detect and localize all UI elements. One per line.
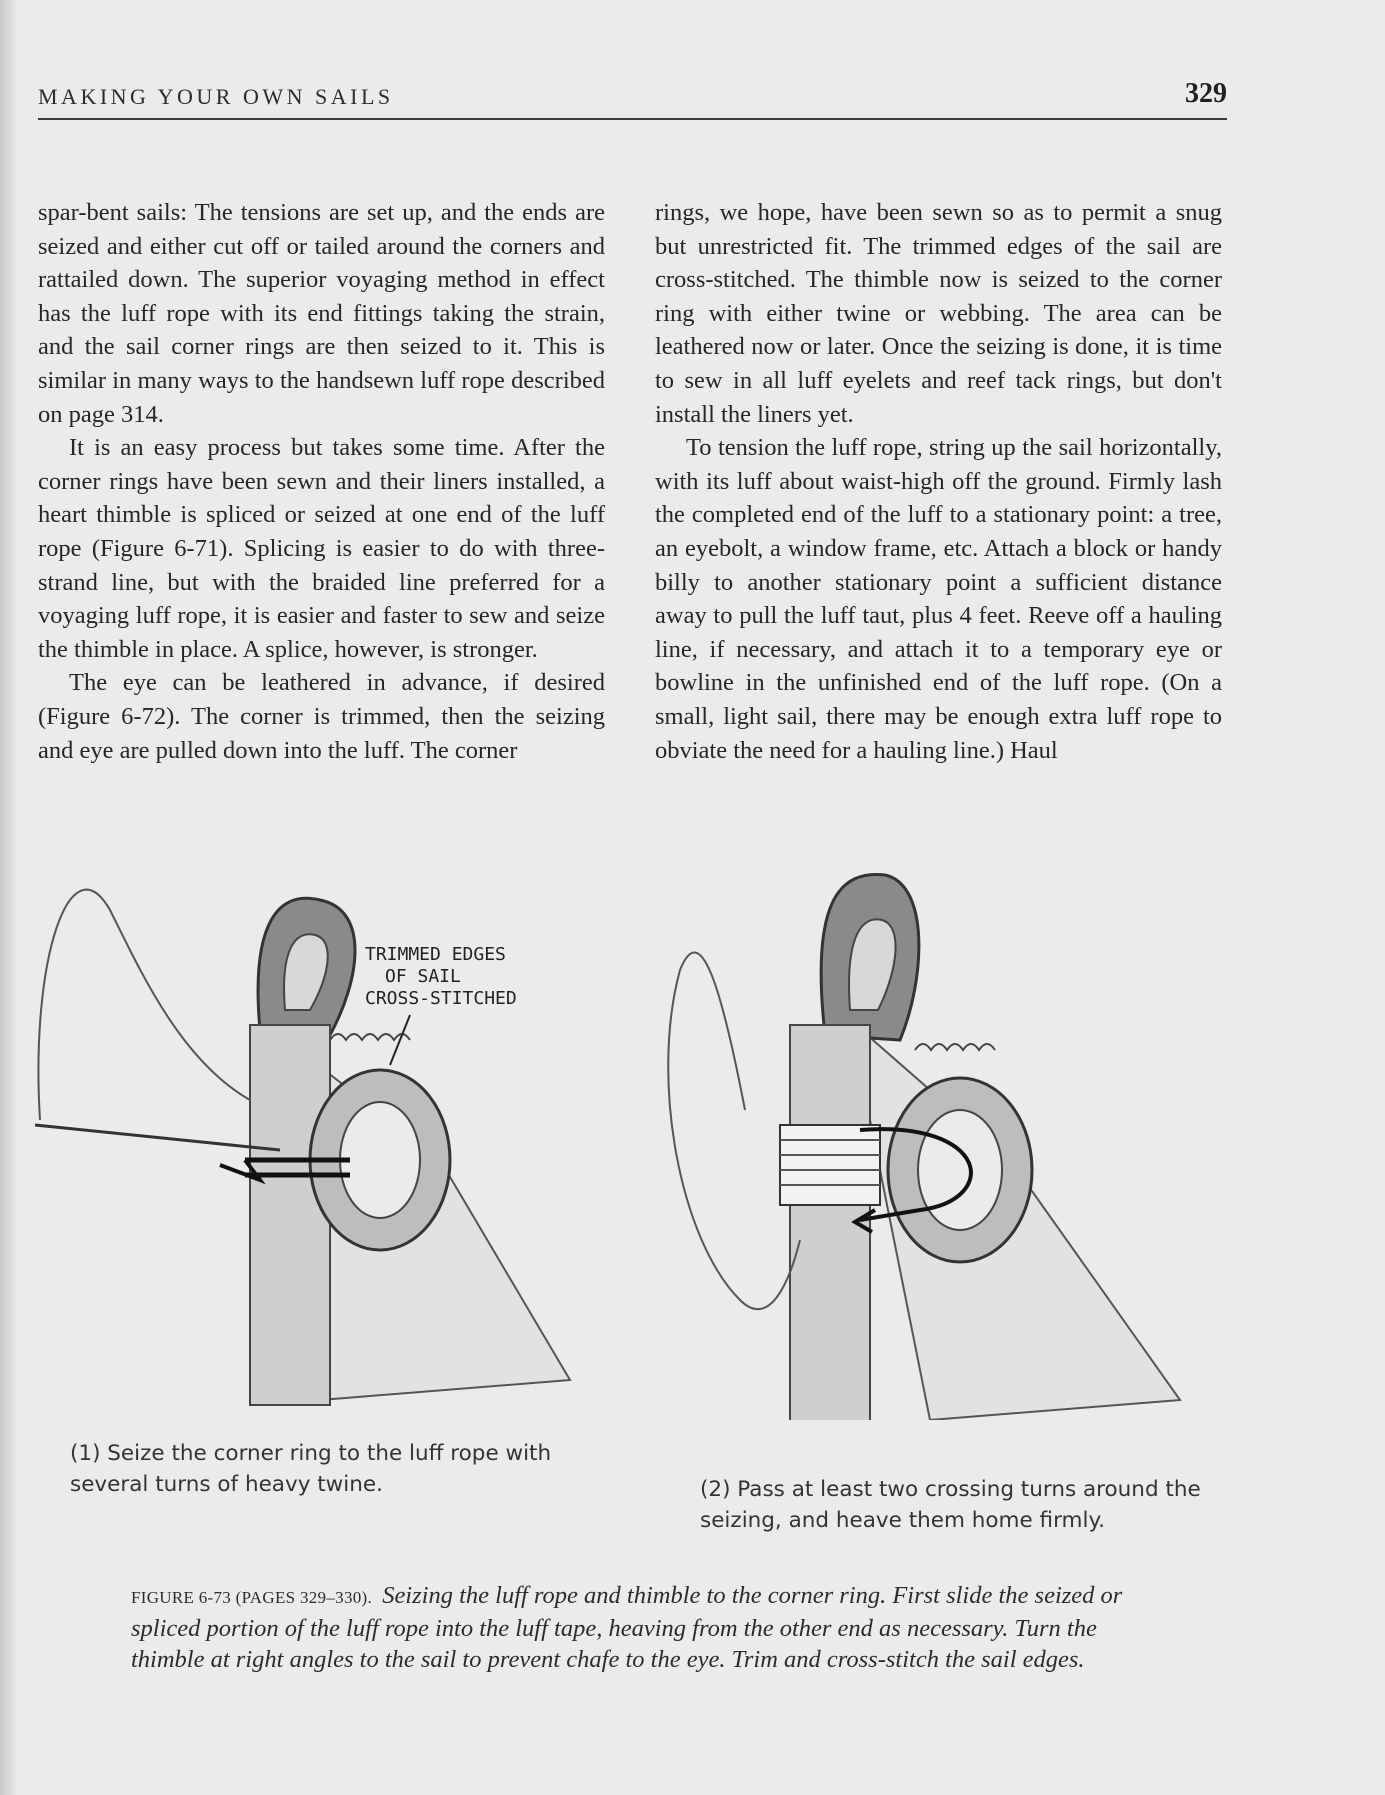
- figure-label: FIGURE 6-73 (PAGES 329–330).: [131, 1588, 373, 1607]
- luff-rope: [250, 1025, 330, 1405]
- page-number: 329: [1185, 78, 1227, 109]
- figure-caption: [131, 1580, 1131, 1675]
- right-paragraph-2: To tension the luff rope, string up the sail horizontally, with its luff about waist-high off the ground. Firmly lash the completed end of the luff to a stationary point: a tree, an eyebolt, a window frame, etc. Attach a block or handy billy to another stationary point a sufficient distance away to pull the luff taut, plus 4 feet. Reeve off a hauling line, if necessary, and attach it to a temporary eye or bowline in the unfinished end of the luff rope. (On a small, light sail, there may be enough extra luff rope to obviate the need for a hauling line.) Haul: [655, 434, 1222, 764]
- page-edge-shadow: [0, 0, 18, 1795]
- cross-stitch-edge: [330, 1034, 410, 1040]
- annotation-line-3: CROSS-STITCHED: [365, 988, 517, 1009]
- illustration-seizing-step-2: [660, 860, 1230, 1420]
- left-paragraph-1: spar-bent sails: The tensions are set up, and the ends are seized and either cut off or tailed around the corners and rattailed down. The superior voyaging method in effect has the luff rope with its end fittings taking the strain, and the sail corner rings are then seized to it. This is similar in many ways to the handsewn luff rope described on page 314.: [38, 199, 605, 428]
- running-title: MAKING YOUR OWN SAILS: [38, 84, 394, 109]
- left-paragraph-2: It is an easy process but takes some time. After the corner rings have been sewn and their liners installed, a heart thimble is spliced or seized at one end of the luff rope (Figure 6-71). Splicing is easier to do with three-strand line, but with the braided line preferred for a voyaging luff rope, it is easier and faster to sew and seize the thimble in place. A splice, however, is stronger.: [38, 434, 605, 663]
- seizing-wraps: [780, 1125, 880, 1205]
- left-paragraph-3: The eye can be leathered in advance, if desired (Figure 6-72). The corner is trimmed, then the seizing and eye are pulled down into the luff. The corner: [38, 669, 605, 764]
- figure-caption-text: Seizing the luff rope and thimble to the corner ring. First slide the seized or spliced portion of the luff rope into the luff tape, heaving from the other end as necessary. Turn the thimble at right angles to the sail to prevent chafe to the eye. Trim and cross-stitch the sail edges.: [131, 1582, 1123, 1673]
- page-header: [38, 78, 1227, 120]
- illustration-caption-1: (1) Seize the corner ring to the luff rope with several turns of heavy twine.: [70, 1441, 552, 1497]
- illustration-seizing-step-1: [30, 860, 610, 1420]
- left-column: [38, 196, 605, 767]
- twine: [38, 890, 250, 1120]
- right-paragraph-1: rings, we hope, have been sewn so as to permit a snug but unrestricted fit. The trimmed edges of the sail are cross-stitched. The thimble now is seized to the corner ring with either twine or webbing. The area can be leathered now or later. Once the seizing is done, it is time to sew in all luff eyelets and reef tack rings, but don't install the liners yet.: [655, 199, 1222, 428]
- needle: [35, 1125, 280, 1150]
- cross-stitch-edge: [915, 1044, 995, 1050]
- illustration-caption-2: (2) Pass at least two crossing turns around the seizing, and heave them home firmly.: [700, 1477, 1201, 1533]
- annotation-line-2: OF SAIL: [385, 966, 461, 987]
- annotation-line-1: TRIMMED EDGES: [365, 944, 506, 965]
- right-column: [655, 196, 1222, 767]
